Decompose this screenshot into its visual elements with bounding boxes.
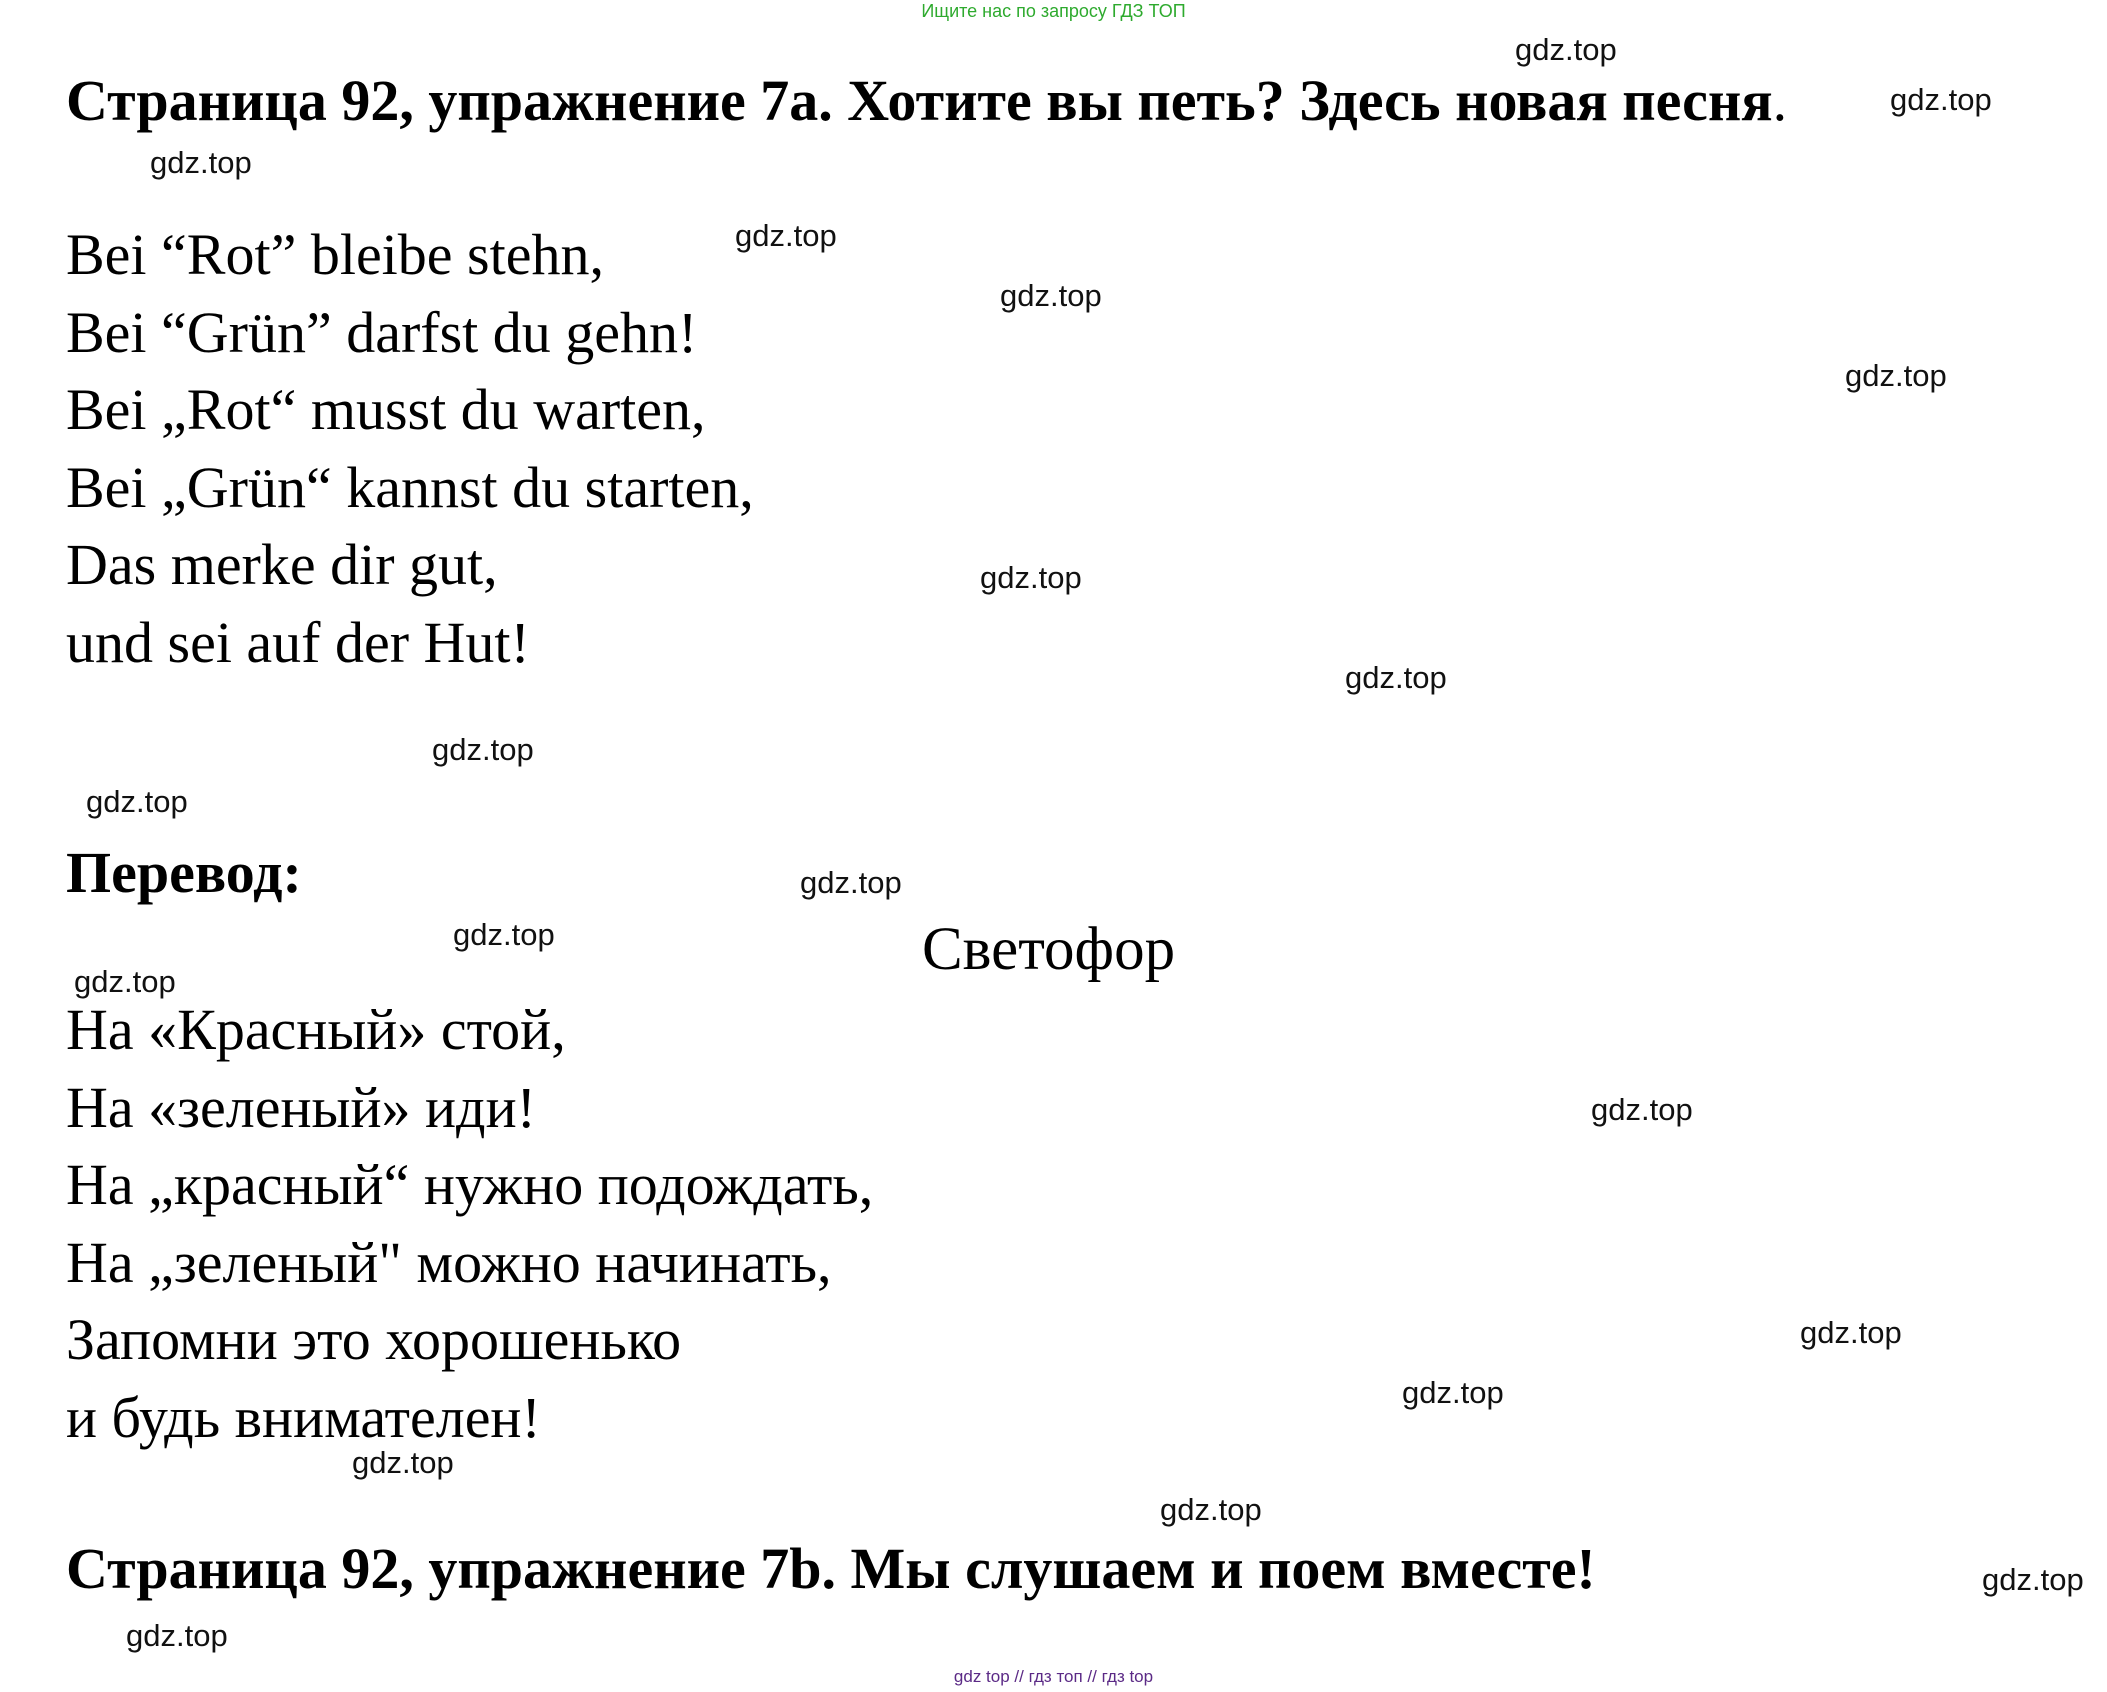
- german-poem: [66, 216, 754, 681]
- watermark: gdz.top: [453, 917, 555, 952]
- russian-poem-line-5: Запомни это хорошенько: [66, 1307, 682, 1372]
- watermark: gdz.top: [126, 1618, 228, 1653]
- watermark: gdz.top: [1345, 660, 1447, 695]
- russian-poem-line-4: На „зеленый" можно начинать,: [66, 1229, 832, 1295]
- watermark: gdz.top: [432, 732, 534, 767]
- heading-7a-period: .: [1772, 68, 1788, 133]
- watermark: gdz.top: [352, 1445, 454, 1480]
- heading-exercise-7a: [66, 68, 1787, 134]
- translation-title: Светофор: [922, 916, 1176, 983]
- watermark: gdz.top: [1982, 1562, 2084, 1597]
- heading-exercise-7b: Страница 92, упражнение 7b. Мы слушаем и поем вместе!: [66, 1536, 1596, 1601]
- watermark: gdz.top: [86, 784, 188, 819]
- footer: gdz top // гдз топ // гдз top: [953, 1667, 1154, 1686]
- german-poem-line-2: Bei “Grün” darfst du gehn!: [66, 299, 698, 365]
- watermark: gdz.top: [1800, 1315, 1902, 1350]
- translation-heading: Перевод:: [66, 840, 302, 905]
- watermark: gdz.top: [1402, 1375, 1504, 1410]
- top-banner: Ищите нас по запросу ГДЗ ТОП: [921, 1, 1186, 21]
- watermark: gdz.top: [150, 145, 252, 180]
- heading-7a-text: Страница 92, упражнение 7а. Хотите вы петь? Здесь новая песня: [66, 68, 1773, 133]
- watermark: gdz.top: [1591, 1092, 1693, 1127]
- russian-poem-line-2: На «зеленый» иди!: [66, 1074, 536, 1140]
- russian-poem-line-6: и будь внимателен!: [66, 1384, 541, 1450]
- watermark: gdz.top: [1515, 32, 1617, 67]
- german-poem-line-5: Das merke dir gut,: [66, 532, 498, 597]
- watermark: gdz.top: [74, 964, 176, 999]
- german-poem-line-3: Bei „Rot“ musst du warten,: [66, 377, 706, 442]
- watermark: gdz.top: [980, 560, 1082, 595]
- watermark: gdz.top: [735, 218, 837, 253]
- watermark: gdz.top: [1000, 278, 1102, 313]
- watermark: gdz.top: [1160, 1492, 1262, 1527]
- russian-poem-line-3: На „красный“ нужно подождать,: [66, 1152, 874, 1217]
- german-poem-line-4: Bei „Grün“ kannst du starten,: [66, 454, 754, 520]
- watermark: gdz.top: [1890, 82, 1992, 117]
- watermark: gdz.top: [800, 865, 902, 900]
- german-poem-line-1: Bei “Rot” bleibe stehn,: [66, 222, 604, 287]
- russian-poem-line-1: На «Красный» стой,: [66, 997, 566, 1062]
- german-poem-line-6: und sei auf der Hut!: [66, 609, 530, 675]
- watermark: gdz.top: [1845, 358, 1947, 393]
- russian-poem: [66, 991, 873, 1456]
